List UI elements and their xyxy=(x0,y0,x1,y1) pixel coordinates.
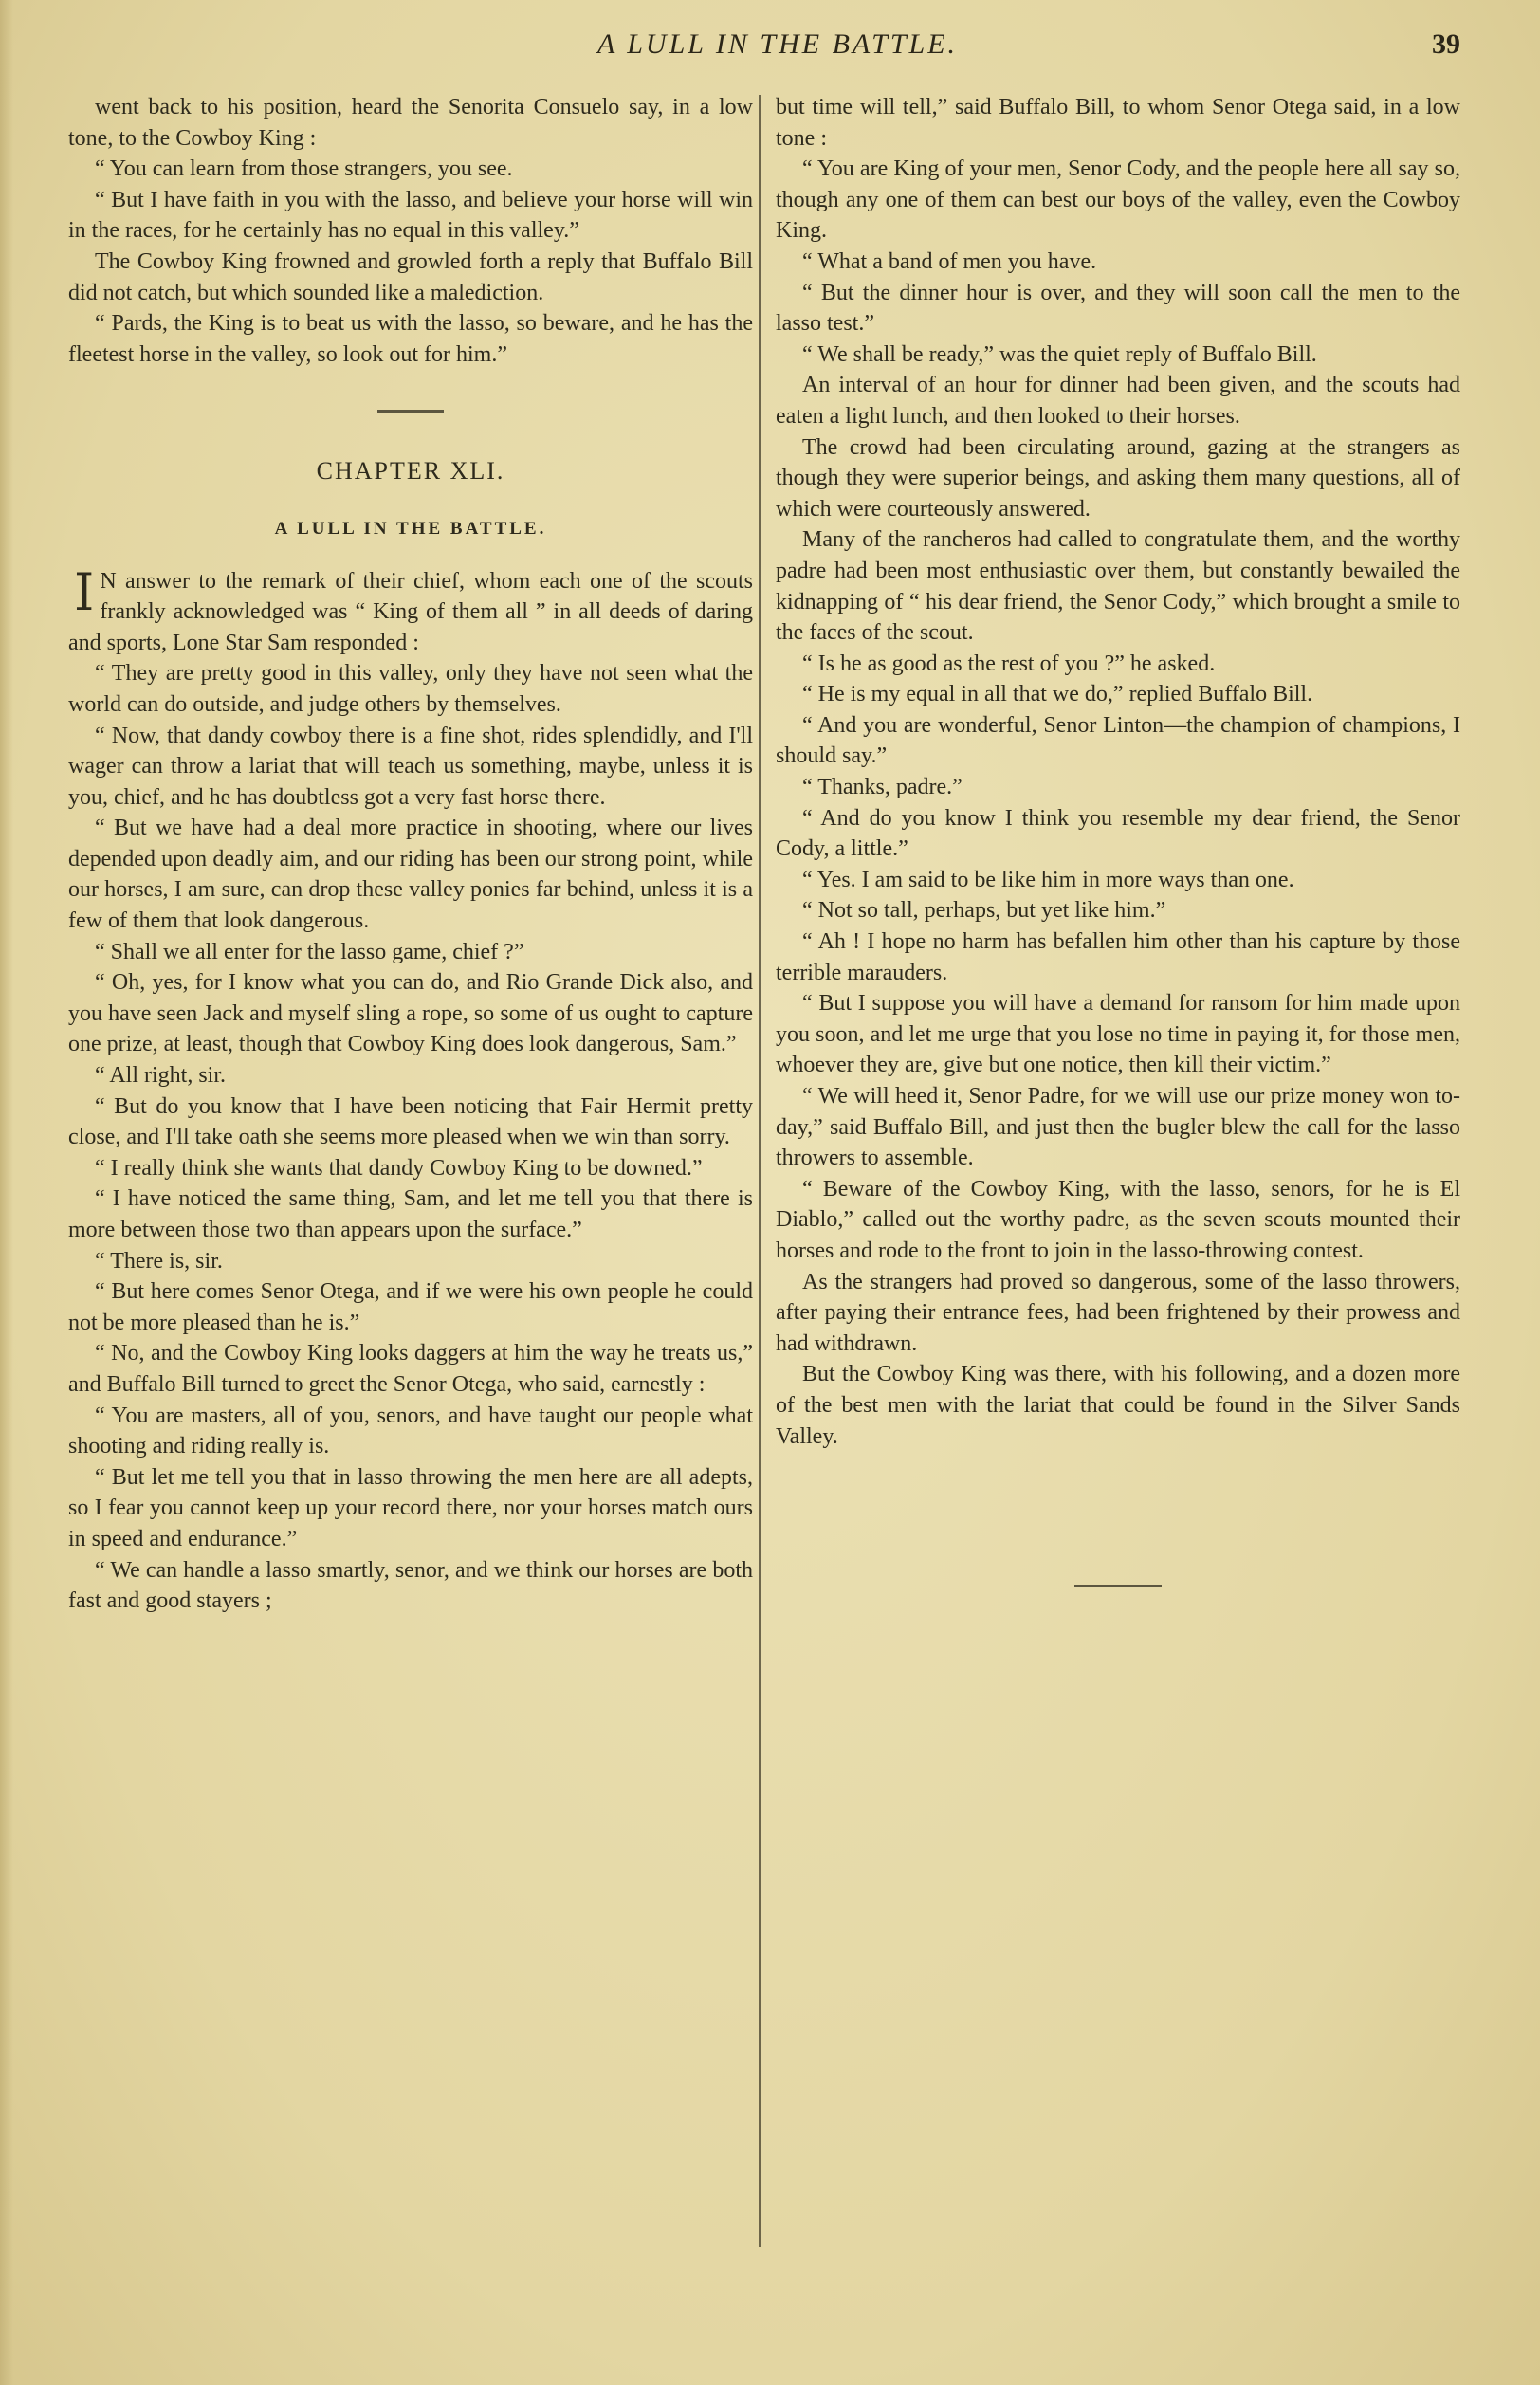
chapter-number: CHAPTER XLI. xyxy=(316,457,505,486)
paragraph: “ But here comes Senor Otega, and if we were his own people he could not be more pleased than he is.” xyxy=(68,1279,753,1335)
paragraph: “ Beware of the Cowboy King, with the lasso, senors, for he is El Diablo,” called out the worthy padre, as the seven scouts mounted their horses and rode to the front to join in the lasso-throwing contest. xyxy=(776,1176,1460,1263)
paragraph: “ You are masters, all of you, senors, and have taught our people what shooting and riding really is. xyxy=(68,1403,753,1459)
paragraph: “ We can handle a lasso smartly, senor, and we think our horses are both fast and good stayers ; xyxy=(68,1557,753,1614)
running-title: A LULL IN THE BATTLE. xyxy=(596,28,959,60)
right-first-paragraph: but time will tell,” said Buffalo Bill, to whom Senor Otega said, in a low tone : xyxy=(776,95,1460,151)
paragraph: “ And you are wonderful, Senor Linton—the champion of champions, I should say.” xyxy=(776,712,1460,769)
chapter-first-paragraph xyxy=(68,561,753,659)
paragraph: “ I have noticed the same thing, Sam, and let me tell you that there is more between those two than appears upon the surface.” xyxy=(68,1186,753,1242)
dropcap-letter: I xyxy=(74,561,95,622)
paragraph: As the strangers had proved so dangerous, some of the lasso throwers, after paying their entrance fees, had been frightened by their prowess and had withdrawn. xyxy=(776,1269,1460,1356)
paragraph: “ But do you know that I have been noticing that Fair Hermit pretty close, and I'll take oath she seems more pleased when we win than sorry. xyxy=(68,1093,753,1150)
paragraph: Many of the rancheros had called to congratulate them, and the worthy padre had been most enthusiastic over them, but constantly bewailed the kidnapping of “ his dear friend, the Senor Cody,” which brought a smile to the faces of the scout. xyxy=(776,527,1460,646)
paragraph: But the Cowboy King was there, with his following, and a dozen more of the best men with the lariat that could be found in the Silver Sands Valley. xyxy=(776,1362,1460,1449)
paragraph: “ You are King of your men, Senor Cody, and the people here all say so, though any one of them can best our boys of the valley, even the Cowboy King. xyxy=(776,156,1460,244)
paragraph: “ But we have had a deal more practice in shooting, where our lives depended upon deadly aim, and our riding has been our strong point, while our horses, I am sure, can drop these valley ponies far behind, unless it is a few of them that look dangerous. xyxy=(68,816,753,934)
section-divider xyxy=(377,410,444,413)
paragraph: “ But the dinner hour is over, and they will soon call the men to the lasso test.” xyxy=(776,280,1460,337)
page-edge-shadow xyxy=(0,0,13,2385)
paragraph: “ He is my equal in all that we do,” replied Buffalo Bill. xyxy=(802,682,1313,707)
page-header xyxy=(0,25,1540,74)
paragraph: “ But I have faith in you with the lasso, and believe your horse will win in the races, for he certainly has no equal in this valley.” xyxy=(68,187,753,244)
paragraph: “ Thanks, padre.” xyxy=(802,775,962,800)
column-rule xyxy=(759,95,761,2247)
chapter-title: A LULL IN THE BATTLE. xyxy=(274,518,547,539)
paragraph: went back to his position, heard the Senorita Consuelo say, in a low tone, to the Cowboy King : xyxy=(68,95,753,151)
paragraph: “ Ah ! I hope no harm has befallen him other than his capture by those terrible marauders. xyxy=(776,929,1460,985)
paragraph: “ We will heed it, Senor Padre, for we will use our prize money won to-day,” said Buffalo Bill, and just then the bugler blew the call for the lasso throwers to assemble. xyxy=(776,1084,1460,1171)
paragraph: “ What a band of men you have. xyxy=(802,248,1097,274)
first-paragraph-text: N answer to the remark of their chief, whom each one of the scouts frankly acknowledged was “ King of them all ” in all deeds of daring and sports, Lone Star Sam responded : xyxy=(68,568,753,655)
paragraph: “ There is, sir. xyxy=(95,1248,223,1274)
paragraph: “ Pards, the King is to beat us with the lasso, so beware, and he has the fleetest horse in the valley, so look out for him.” xyxy=(68,311,753,367)
paragraph: “ Shall we all enter for the lasso game, chief ?” xyxy=(95,939,524,964)
end-divider xyxy=(1074,1585,1162,1587)
paragraph: “ Not so tall, perhaps, but yet like him.” xyxy=(802,898,1166,924)
paragraph: “ You can learn from those strangers, you see. xyxy=(95,156,513,182)
paragraph: “ No, and the Cowboy King looks daggers at him the way he treats us,” and Buffalo Bill turned to greet the Senor Otega, who said, earnestly : xyxy=(68,1341,753,1397)
paragraph: “ But I suppose you will have a demand for ransom for him made upon you soon, and let me urge that you lose no time in paying it, for those men, whoever they are, give but one notice, then kill their victim.” xyxy=(776,991,1460,1078)
paragraph: “ They are pretty good in this valley, only they have not seen what the world can do outside, and judge others by themselves. xyxy=(68,661,753,717)
paragraph: “ I really think she wants that dandy Cowboy King to be downed.” xyxy=(95,1155,703,1181)
page-number: 39 xyxy=(1432,28,1460,60)
left-column xyxy=(68,92,753,1617)
paragraph: “ Is he as good as the rest of you ?” he asked. xyxy=(802,651,1216,676)
paragraph: The crowd had been circulating around, gazing at the strangers as though they were superior beings, and asking them many questions, all of which were courteously answered. xyxy=(776,434,1460,522)
paragraph: “ And do you know I think you resemble my dear friend, the Senor Cody, a little.” xyxy=(776,805,1460,862)
paragraph: The Cowboy King frowned and growled forth a reply that Buffalo Bill did not catch, but which sounded like a malediction. xyxy=(68,248,753,305)
right-column xyxy=(776,92,1460,1587)
paragraph: “ Yes. I am said to be like him in more ways than one. xyxy=(802,867,1294,892)
paragraph: “ Oh, yes, for I know what you can do, and Rio Grande Dick also, and you have seen Jack and myself sling a rope, so some of us ought to capture one prize, at least, though that Cowboy King does look dangerous, Sam.” xyxy=(68,970,753,1057)
paragraph: “ All right, sir. xyxy=(95,1063,226,1089)
paragraph: “ Now, that dandy cowboy there is a fine shot, rides splendidly, and I'll wager can throw a lariat that will teach us something, maybe, unless it is you, chief, and he has doubtless got a very fast horse there. xyxy=(68,723,753,810)
right-body-paragraphs xyxy=(776,154,1460,1452)
paragraph: “ But let me tell you that in lasso throwing the men here are all adepts, so I fear you cannot keep up your record there, nor your horses match ours in speed and endurance.” xyxy=(68,1464,753,1551)
left-body-paragraphs xyxy=(68,658,753,1616)
paragraph: An interval of an hour for dinner had been given, and the scouts had eaten a light lunch, and then looked to their horses. xyxy=(776,373,1460,429)
left-intro-paragraphs xyxy=(68,92,753,370)
paragraph: “ We shall be ready,” was the quiet reply of Buffalo Bill. xyxy=(802,341,1317,367)
